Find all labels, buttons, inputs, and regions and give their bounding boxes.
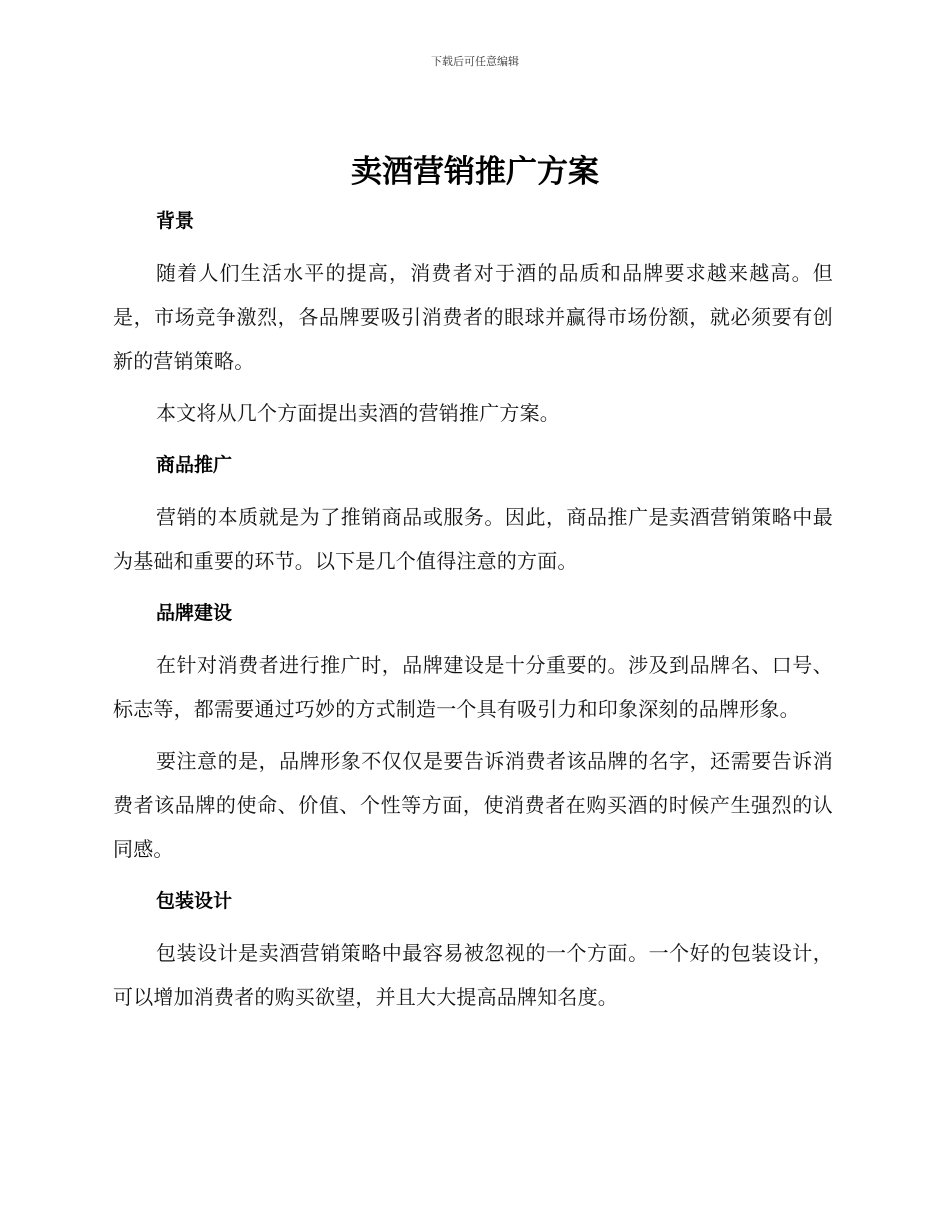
paragraph: 在针对消费者进行推广时，品牌建设是十分重要的。涉及到品牌名、口号、标志等，都需要通过巧妙的方式制造一个具有吸引力和印象深刻的品牌形象。 <box>113 653 833 721</box>
section-heading: 商品推广 <box>156 454 233 476</box>
paragraph: 随着人们生活水平的提高，消费者对于酒的品质和品牌要求越来越高。但是，市场竞争激烈，各品牌要吸引消费者的眼球并赢得市场份额，就必须要有创新的营销策略。 <box>113 261 833 373</box>
section-packaging-design <box>113 879 833 1019</box>
paragraph: 要注意的是，品牌形象不仅仅是要告诉消费者该品牌的名字，还需要告诉消费者该品牌的使命、价值、个性等方面，使消费者在购买酒的时候产生强烈的认同感。 <box>113 749 833 861</box>
page-header: 下载后可任意编辑 <box>431 55 519 68</box>
paragraph: 本文将从几个方面提出卖酒的营销推广方案。 <box>156 401 560 425</box>
paragraph: 包装设计是卖酒营销策略中最容易被忽视的一个方面。一个好的包装设计，可以增加消费者的购买欲望，并且大大提高品牌知名度。 <box>113 941 833 1009</box>
section-product-promotion <box>113 443 833 583</box>
section-heading: 背景 <box>156 210 195 232</box>
section-brand-building <box>113 591 833 871</box>
section-background <box>113 199 833 435</box>
section-heading: 包装设计 <box>156 890 233 912</box>
paragraph: 营销的本质就是为了推销商品或服务。因此，商品推广是卖酒营销策略中最为基础和重要的环节。以下是几个值得注意的方面。 <box>113 505 833 573</box>
document-body <box>113 199 833 1027</box>
section-heading: 品牌建设 <box>156 602 233 624</box>
document-title: 卖酒营销推广方案 <box>351 154 599 190</box>
